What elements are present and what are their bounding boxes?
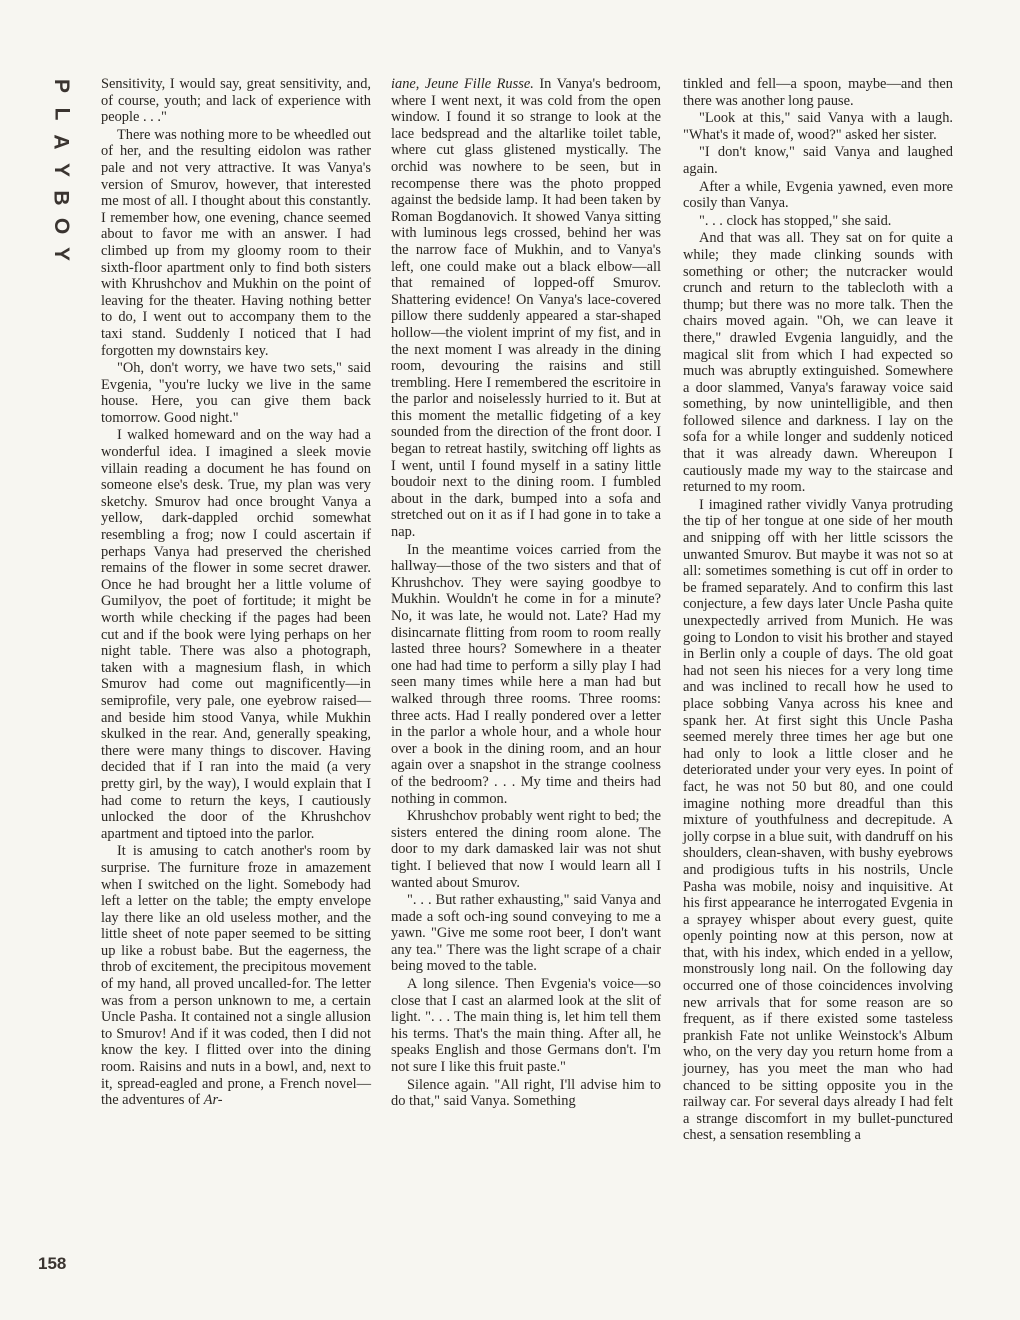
paragraph xyxy=(683,179,953,212)
text-column-2 xyxy=(391,76,661,1110)
paragraph-text: Sensitivity, I would say, great sensitivity, and, of course, youth; and lack of experience with people . . ." xyxy=(101,76,371,126)
paragraph-text: After a while, Evgenia yawned, even more cosily than Vanya. xyxy=(683,178,953,212)
text-column-1 xyxy=(101,76,371,1109)
magazine-name xyxy=(48,72,74,268)
paragraph xyxy=(683,213,953,230)
paragraph xyxy=(683,110,953,143)
paragraph-text: I imagined rather vividly Vanya protruding the tip of her tongue at one side of her mouth and snipping off with her little scissors the unwanted Smurov. But maybe it was not so at all: sometimes something is cut off in order to be framed separately. And to confirm this last conjecture, a few days later Uncle Pasha quite unexpectedly arrived from Munich. He was going to London to visit his brother and stayed in Berlin only a couple of days. The old goat had not seen his nieces for a very long time and was inclined to recall how he used to place sobbing Vanya across his knee and spank her. At first sight this Uncle Pasha seemed merely three times her age but one had only to look a little closer and he deteriorated under your very eyes. In point of fact, he was not 50 but 80, and one could imagine nothing more dreadful than this mixture of youthfulness and decrepitude. A jolly corpse in a blue suit, with dandruff on his shoulders, clean-shaven, with bushy eyebrows and prodigious tufts in his nostrils, Uncle Pasha was mobile, noisy and inquisitive. At his first appearance he interrogated Evgenia in a sprayey whisper about every guest, quite openly pointing now at this person, now at that, with his index, which ended in a yellow, monstrously long nail. On the following day occurred one of those coincidences involving new arrivals that for some reason are so frequent, as if there existed some tasteless prankish Fate not unlike Weinstock's Album who, on the very day you return home from a journey, has you meet the man who had chanced to be sitting opposite you in the railway car. For several days already I had felt a strange discomfort in my bullet-punctured chest, a sensation resembling a xyxy=(683,496,953,1144)
paragraph xyxy=(101,127,371,359)
paragraph-text: In Vanya's bedroom, where I went next, it was cold from the open window. I found it so strange to look at the lace bedspread and the altarlike toilet table, where cut glass glistened mystically. The orchid was nowhere to be seen, but in recompense there was the photo propped against the bedside lamp. It had been taken by Roman Bogdanovich. It showed Vanya sitting with luminous legs crossed, behind her was the narrow face of Mukhin, and to Vanya's left, one could make out a black elbow—all that remained of lopped-off Smurov. Shattering evidence! On Vanya's lace-covered pillow there suddenly appeared a star-shaped hollow—the violent imprint of my fist, and in the next moment I was already in the dining room, devouring the raisins and still trembling. Here I remembered the escritoire in the parlor and noiselessly hurried to it. But at this moment the metallic fidgeting of a key sounded from the direction of the front door. I began to retreat hastily, switching off lights as I went, until I found myself in a satiny little boudoir next to the dining room. I fumbled about in the dark, bumped into a sofa and stretched out on it as if I had gone in to take a nap. xyxy=(391,76,661,541)
paragraph-text: A long silence. Then Evgenia's voice—so close that I cast an alarmed look at the slit of light. ". . . The main thing is, let him tell them his terms. That's the main thing. After all, he speaks English and those Germans don't. I'm not sure I like this fruit paste." xyxy=(391,976,661,1076)
italic-title-fragment: iane, Jeune Fille Russe. xyxy=(391,76,534,92)
paragraph xyxy=(391,808,661,891)
italic-title-fragment: Ar- xyxy=(203,1092,223,1109)
magazine-letter: O xyxy=(50,217,73,235)
paragraph-text: Khrushchov probably went right to bed; the sisters entered the dining room alone. The door to my dark damasked lair was not shut tight. I believed that now I would learn all I wanted about Smurov. xyxy=(391,808,661,891)
paragraph xyxy=(683,76,953,109)
paragraph xyxy=(101,76,371,126)
paragraph-text: ". . . But rather exhausting," said Vanya and made a soft och-ing sound conveying to me a yawn. "Give me some root beer, I don't want any tea." There was the light scrape of a chair being moved to the table. xyxy=(391,892,661,975)
paragraph xyxy=(101,427,371,842)
magazine-letter: P xyxy=(49,78,73,94)
paragraph xyxy=(683,230,953,496)
magazine-letter: Y xyxy=(49,162,73,178)
paragraph xyxy=(391,542,661,808)
paragraph-text: There was nothing more to be wheedled out of her, and the resulting eidolon was rather pale and not very attractive. It was Vanya's version of Smurov, however, that interested me most of all. I thought about this constantly. I remember how, one evening, chance seemed about to favor me with an answer. I had climbed up from my gloomy room to their sixth-floor apartment only to find both sisters with Khrushchov and Mukhin on the point of leaving for the theater. Having nothing better to do, I went out to accompany them to the taxi stand. Suddenly I noticed that I had forgotten my downstairs key. xyxy=(101,126,371,359)
page-number: 158 xyxy=(38,1254,67,1273)
paragraph-text: In the meantime voices carried from the hallway—those of the two sisters and that of Khrushchov. They were saying goodbye to Mukhin. Wouldn't he come in for a minute? No, it was late, he would not. Late? Had my disincarnate flitting from room to room really lasted three hours? Somewhere in a theater one had had time to perform a silly play I had seen many times while here a man had but walked through three rooms. Three rooms: three acts. Had I really pondered over a letter in the parlor a whole hour, and a whole hour over a book in the dining room, and an hour again over a snapshot in the strange coolness of the bedroom? . . . My time and theirs had nothing in common. xyxy=(391,541,661,807)
paragraph-text: "Oh, don't worry, we have two sets," said Evgenia, "you're lucky we live in the same house. Here, you can give them back tomorrow. Good night." xyxy=(101,360,371,426)
paragraph xyxy=(391,976,661,1076)
paragraph-text: It is amusing to catch another's room by surprise. The furniture froze in amazement when I switched on the light. Somebody had left a letter on the table; the empty envelope lay there like an old useless mother, and the little sheet of note paper seemed to be sitting up like a robust babe. But the eagerness, the throb of excitement, the precipitous movement of my hand, all proved uncalled-for. The letter was from a person unknown to me, a certain Uncle Pasha. It contained not a single allusion to Smurov! And if it was coded, then I did not know the key. I flitted over into the dining room. Raisins and nuts in a bowl, and, next to it, spread-eagled and prone, a French novel—the adventures of xyxy=(101,843,371,1109)
paragraph-text: Silence again. "All right, I'll advise him to do that," said Vanya. Something xyxy=(391,1076,661,1110)
paragraph xyxy=(683,144,953,177)
magazine-letter: A xyxy=(49,134,73,150)
paragraph-text: tinkled and fell—a spoon, maybe—and then there was another long pause. xyxy=(683,76,953,109)
text-column-3 xyxy=(683,76,953,1144)
paragraph xyxy=(683,497,953,1144)
magazine-letter: B xyxy=(49,190,73,206)
paragraph-text: "I don't know," said Vanya and laughed again. xyxy=(683,144,953,177)
paragraph xyxy=(101,360,371,426)
paragraph xyxy=(391,892,661,975)
paragraph-text: I walked homeward and on the way had a wonderful idea. I imagined a sleek movie villain reading a document he has found on someone else's desk. True, my plan was very sketchy. Smurov had once brought Vanya a yellow, dark-dappled orchid somewhat resembling a frog; now I could ascertain if perhaps Vanya had preserved the cherished remains of the flower in some secret drawer. Once he had brought her a little volume of Gumilyov, the poet of fortitude; it might be worth while checking if the pages had been cut and if the book were lying perhaps on her night table. There was also a photograph, taken with a magnesium flash, in which Smurov had come out magnificently—in semiprofile, very pale, one eyebrow raised—and beside him stood Vanya, while Mukhin skulked in the rear. And, generally speaking, there were many things to discover. Having decided that if I ran into the maid (a very pretty girl, by the way), I would explain that I had come to return the keys, I cautiously unlocked the door of the Khrushchov apartment and tiptoed into the parlor. xyxy=(101,427,371,842)
paragraph-text: "Look at this," said Vanya with a laugh. "What's it made of, wood?" asked her sister. xyxy=(683,110,953,143)
paragraph-text: And that was all. They sat on for quite a while; they made clinking sounds with something or other; the nutcracker would crunch and return to the tablecloth with a thump; but there was no more talk. Then the chairs moved again. "Oh, we can leave it there," drawled Evgenia languidly, and the magical slit from which I had expected so much was abruptly extinguished. Somewhere a door slammed, Vanya's faraway voice said something, by now unintelligible, and then followed silence and darkness. I lay on the sofa for a while longer and suddenly noticed that it was already dawn. Whereupon I cautiously made my way to the staircase and returned to my room. xyxy=(683,230,953,496)
magazine-letter: L xyxy=(49,107,73,121)
magazine-letter: Y xyxy=(49,246,73,262)
paragraph xyxy=(391,1077,661,1110)
paragraph-text: ". . . clock has stopped," she said. xyxy=(699,212,892,229)
paragraph xyxy=(391,76,661,541)
paragraph xyxy=(101,843,371,1109)
